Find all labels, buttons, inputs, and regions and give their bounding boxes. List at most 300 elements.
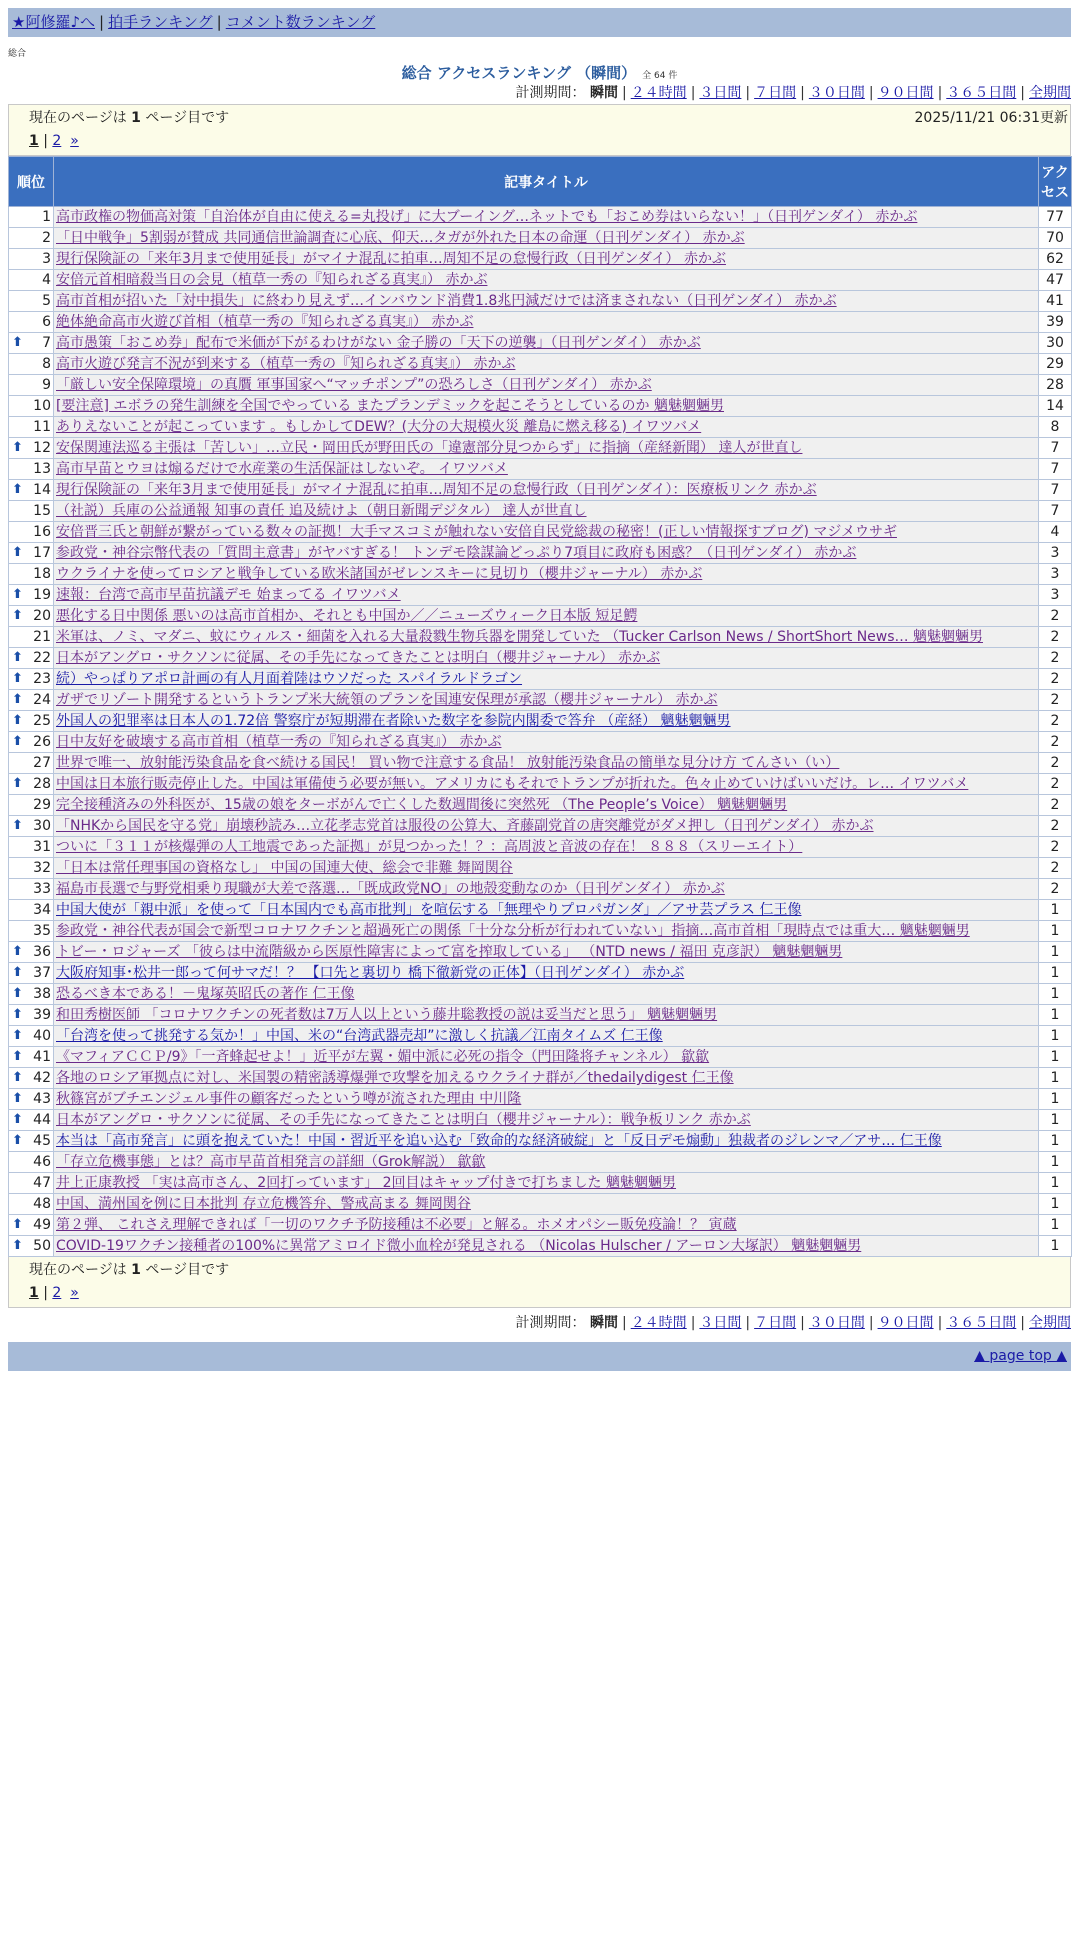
article-link[interactable]: 現行保険証の「来年3月まで使用延長」がマイナ混乱に拍車…周知不足の怠慢行政（日刊ゲンダイ） 赤かぶ	[56, 251, 726, 267]
table-row	[9, 270, 1072, 291]
pagination-box-bottom	[8, 1257, 1071, 1308]
pager-page-1[interactable]: 1	[29, 1285, 39, 1301]
rank-cell	[9, 396, 54, 417]
period-separator: |	[868, 85, 874, 101]
article-link[interactable]: 井上正康教授 「実は高市さん、2回打っています」 2回目はキャップ付きで打ちました 魑魅魍魎男	[56, 1175, 677, 1191]
period-separator: |	[868, 1315, 874, 1331]
article-link[interactable]: 中国、満州国を例に日本批判 存立危機答弁、警戒高まる 舞岡関谷	[56, 1196, 471, 1212]
table-row	[9, 501, 1072, 522]
table-row	[9, 1236, 1072, 1257]
period-link[interactable]: ３０日間	[808, 85, 865, 101]
article-link[interactable]: 高市政権の物価高対策「自治体が自由に使える=丸投げ」に大ブーイング…ネットでも「おこめ券はいらない！」（日刊ゲンダイ） 赤かぶ	[56, 209, 918, 225]
table-row	[9, 1026, 1072, 1047]
period-separator: |	[800, 85, 805, 101]
rank-number: 8	[42, 356, 51, 372]
period-separator: |	[745, 1315, 751, 1331]
pager: 1 | 2 »	[29, 133, 79, 149]
nav-separator: |	[216, 13, 222, 31]
article-link[interactable]: 参政党・神谷宗幣代表の「質問主意書」がヤバすぎる！ トンデモ陰謀論どっぷり7項目に政府も困惑？（日刊ゲンダイ） 赤かぶ	[56, 545, 857, 561]
title-cell	[54, 711, 1039, 732]
access-count: 4	[1039, 522, 1072, 543]
access-count: 29	[1039, 354, 1072, 375]
title-cell	[54, 375, 1039, 396]
period-selector-top	[8, 82, 1071, 104]
rank-number: 28	[33, 776, 51, 792]
title-cell	[54, 1215, 1039, 1236]
rank-number: 38	[33, 986, 51, 1002]
rank-cell	[9, 417, 54, 438]
up-arrow-icon: ⬆	[12, 335, 23, 350]
article-link[interactable]: 高市首相が招いた「対中損失」に終わり見えず…インバウンド消費1.8兆円減だけでは済まされない（日刊ゲンダイ） 赤かぶ	[56, 293, 837, 309]
rank-number: 30	[33, 818, 51, 834]
title-cell	[54, 921, 1039, 942]
title-cell	[54, 312, 1039, 333]
article-link[interactable]: 続）やっぱりアポロ計画の有人月面着陸はウソだった スパイラルドラゴン	[56, 671, 523, 687]
up-arrow-icon: ⬆	[12, 482, 23, 497]
period-separator: |	[800, 1315, 805, 1331]
article-link[interactable]: トビー・ロジャーズ 「彼らは中流階級から医原性障害によって富を搾取している」 （NTD news / 福田 克彦訳） 魑魅魍魎男	[56, 944, 843, 960]
rank-number: 10	[33, 398, 51, 414]
period-separator: |	[937, 85, 943, 101]
access-count: 2	[1039, 753, 1072, 774]
access-count: 2	[1039, 669, 1072, 690]
title-cell	[54, 438, 1039, 459]
table-row	[9, 1215, 1072, 1236]
article-link[interactable]: 第２弾、 これさえ理解できれば「一切のワクチ予防接種は不必要」と解る。ホメオパシー販免疫論！？ 寅蔵	[56, 1217, 737, 1233]
period-label: 計測期間：	[515, 1315, 586, 1331]
pager-next[interactable]: »	[70, 1285, 79, 1301]
article-link[interactable]: 本当は「高市発言」に頭を抱えていた！中国・習近平を追い込む「致命的な経済破綻」と「反日デモ煽動」独裁者のジレンマ／アサ… 仁王像	[56, 1133, 942, 1149]
period-link[interactable]: ３０日間	[808, 1315, 865, 1331]
table-row	[9, 921, 1072, 942]
access-count: 77	[1039, 207, 1072, 228]
access-count: 1	[1039, 1173, 1072, 1194]
article-link[interactable]: 参政党・神谷代表が国会で新型コロナワクチンと超過死亡の関係「十分な分析が行われていない」指摘…高市首相「現時点では重大… 魑魅魍魎男	[56, 923, 970, 939]
rank-number: 13	[33, 461, 51, 477]
title-cell	[54, 942, 1039, 963]
article-link[interactable]: 「日中戦争」5割弱が賛成 共同通信世論調査に心底、仰天…タガが外れた日本の命運（日刊ゲンダイ） 赤かぶ	[56, 230, 745, 246]
table-row	[9, 1194, 1072, 1215]
period-link[interactable]: ２４時間	[630, 1315, 687, 1331]
access-count: 30	[1039, 333, 1072, 354]
access-count: 1	[1039, 984, 1072, 1005]
title-cell	[54, 291, 1039, 312]
table-row	[9, 837, 1072, 858]
rank-cell	[9, 564, 54, 585]
article-link[interactable]: 完全接種済みの外科医が、15歳の娘をターボがんで亡くした数週間後に突然死 （The People’s Voice） 魑魅魍魎男	[56, 797, 788, 813]
ranking-title: 総合 アクセスランキング （瞬間）	[401, 64, 637, 82]
page-top-link[interactable]: ▲ page top ▲	[974, 1348, 1067, 1364]
rank-number: 2	[42, 230, 51, 246]
column-header-rank: 順位	[9, 157, 54, 207]
title-cell	[54, 543, 1039, 564]
title-cell	[54, 732, 1039, 753]
access-count: 7	[1039, 459, 1072, 480]
title-cell	[54, 417, 1039, 438]
table-row	[9, 753, 1072, 774]
rank-number: 48	[33, 1196, 51, 1212]
up-arrow-icon: ⬆	[12, 986, 23, 1001]
access-count: 70	[1039, 228, 1072, 249]
period-separator: |	[690, 1315, 696, 1331]
rank-cell	[9, 543, 54, 564]
rank-cell	[9, 774, 54, 795]
up-arrow-icon: ⬆	[12, 1217, 23, 1232]
clap-ranking-link[interactable]: 拍手ランキング	[108, 13, 213, 31]
rank-number: 34	[33, 902, 51, 918]
rank-cell	[9, 312, 54, 333]
article-link[interactable]: 大阪府知事･松井一郎って何サマだ！？ 【口先と裏切り 橋下徹新党の正体】（日刊ゲンダイ） 赤かぶ	[56, 965, 685, 981]
table-row	[9, 207, 1072, 228]
pagination-box-top	[8, 104, 1071, 156]
title-cell	[54, 1047, 1039, 1068]
rank-cell	[9, 648, 54, 669]
nav-separator: |	[99, 13, 105, 31]
access-count: 1	[1039, 963, 1072, 984]
table-row	[9, 543, 1072, 564]
title-cell	[54, 606, 1039, 627]
title-cell	[54, 522, 1039, 543]
rank-number: 44	[33, 1112, 51, 1128]
article-link[interactable]: 日本がアングロ・サクソンに従属、その手先になってきたことは明白（櫻井ジャーナル）：戦争板リンク 赤かぶ	[56, 1112, 751, 1128]
rank-number: 47	[33, 1175, 51, 1191]
table-row	[9, 459, 1072, 480]
table-row	[9, 1110, 1072, 1131]
page-title	[8, 62, 1071, 82]
rank-number: 1	[42, 209, 51, 225]
article-link[interactable]: ガザでリゾート開発するというトランプ米大統領のプランを国連安保理が承認（櫻井ジャーナル） 赤かぶ	[56, 692, 718, 708]
article-link[interactable]: （社説）兵庫の公益通報 知事の責任 追及続けよ（朝日新聞デジタル） 達人が世直し	[56, 503, 587, 519]
title-cell	[54, 690, 1039, 711]
access-count: 2	[1039, 627, 1072, 648]
rank-cell	[9, 207, 54, 228]
rank-cell	[9, 1236, 54, 1257]
title-cell	[54, 627, 1039, 648]
access-count: 1	[1039, 1215, 1072, 1236]
title-cell	[54, 228, 1039, 249]
title-cell	[54, 669, 1039, 690]
rank-number: 4	[42, 272, 51, 288]
rank-cell	[9, 1026, 54, 1047]
article-link[interactable]: 日中友好を破壊する高市首相（植草一秀の『知られざる真実』） 赤かぶ	[56, 734, 502, 750]
rank-number: 45	[33, 1133, 51, 1149]
article-link[interactable]: 外国人の犯罪率は日本人の1.72倍 警察庁が短期滞在者除いた数字を参院内閣委で答弁 （産経） 魑魅魍魎男	[56, 713, 731, 729]
access-count: 2	[1039, 816, 1072, 837]
table-row	[9, 228, 1072, 249]
rank-cell	[9, 711, 54, 732]
table-row	[9, 1152, 1072, 1173]
home-link[interactable]: ★阿修羅♪へ	[12, 13, 96, 31]
access-count: 7	[1039, 438, 1072, 459]
article-link[interactable]: 中国大使が「親中派」を使って「日本国内でも高市批判」を喧伝する「無理やりプロパガンダ」／アサ芸プラス 仁王像	[56, 902, 802, 918]
up-arrow-icon: ⬆	[12, 650, 23, 665]
rank-cell	[9, 480, 54, 501]
rank-number: 5	[42, 293, 51, 309]
category-small-label: 総合	[8, 49, 27, 59]
article-link[interactable]: 中国は日本旅行販売停止した。中国は軍備使う必要が無い。アメリカにもそれでトランプが折れた。色々止めていけばいいだけ。レ… イワツバメ	[56, 776, 969, 792]
rank-cell	[9, 228, 54, 249]
article-link[interactable]: 「台湾を使って挑発する気か！」中国、米の“台湾武器売却”に激しく抗議／江南タイムズ 仁王像	[56, 1028, 663, 1044]
up-arrow-icon: ⬆	[12, 671, 23, 686]
period-link[interactable]: ３６５日間	[946, 85, 1017, 101]
table-row	[9, 396, 1072, 417]
pager-next[interactable]: »	[70, 133, 79, 149]
table-row	[9, 816, 1072, 837]
rank-cell	[9, 879, 54, 900]
rank-number: 26	[33, 734, 51, 750]
period-separator: |	[1020, 1315, 1025, 1331]
up-arrow-icon: ⬆	[12, 734, 23, 749]
period-selector-bottom	[8, 1312, 1071, 1334]
title-cell	[54, 354, 1039, 375]
article-link[interactable]: 高市愚策「おこめ券」配布で米価が下がるわけがない 金子勝の「天下の逆襲」（日刊ゲンダイ） 赤かぶ	[56, 335, 701, 351]
period-link[interactable]: 全期間	[1029, 85, 1071, 101]
rank-number: 49	[33, 1217, 51, 1233]
period-link[interactable]: ３日間	[699, 1315, 742, 1331]
access-count: 2	[1039, 879, 1072, 900]
period-link[interactable]: 全期間	[1029, 1315, 1071, 1331]
period-link[interactable]: ７日間	[754, 1315, 797, 1331]
article-link[interactable]: ついに「３１１が核爆弾の人工地震であった証拠」が見つかった！？：高周波と音波の存在！ ８８８（スリーエイト）	[56, 839, 803, 855]
up-arrow-icon: ⬆	[12, 1133, 23, 1148]
title-cell	[54, 1152, 1039, 1173]
table-row	[9, 564, 1072, 585]
period-separator: |	[1020, 85, 1025, 101]
article-link[interactable]: 高市早苗とウヨは煽るだけで水産業の生活保証はしないぞ。 イワツバメ	[56, 461, 508, 477]
article-link[interactable]: 絶体絶命高市火遊び首相（植草一秀の『知られざる真実』） 赤かぶ	[56, 314, 474, 330]
title-cell	[54, 480, 1039, 501]
up-arrow-icon: ⬆	[12, 1028, 23, 1043]
rank-cell	[9, 459, 54, 480]
top-nav-bar	[8, 8, 1071, 37]
access-count: 1	[1039, 1089, 1072, 1110]
period-current: 瞬間	[589, 1315, 618, 1331]
article-link[interactable]: 高市火遊び発言不況が到来する（植草一秀の『知られざる真実』） 赤かぶ	[56, 356, 516, 372]
title-cell	[54, 1005, 1039, 1026]
period-link[interactable]: ３日間	[699, 85, 742, 101]
title-cell	[54, 816, 1039, 837]
rank-number: 14	[33, 482, 51, 498]
pager-page-2[interactable]: 2	[52, 133, 62, 149]
article-link[interactable]: 《マフィアＣＣＰ/9》「一斉蜂起せよ！」近平が左翼・媚中派に必死の指令（門田隆将チャンネル） 歙歙	[56, 1049, 710, 1065]
rank-number: 42	[33, 1070, 51, 1086]
rank-number: 33	[33, 881, 51, 897]
rank-number: 35	[33, 923, 51, 939]
up-arrow-icon: ⬆	[12, 944, 23, 959]
article-link[interactable]: ありえないことが起こっています 。もしかしてDEW？(大分の大規模火災 離島に燃え移る) イワツバメ	[56, 419, 702, 435]
article-link[interactable]: COVID-19ワクチン接種者の100%に異常アミロイド微小血栓が発見される （Nicolas Hulscher / アーロン大塚訳） 魑魅魍魎男	[56, 1238, 862, 1254]
article-link[interactable]: 各地のロシア軍拠点に対し、米国製の精密誘導爆弾で攻撃を加えるウクライナ群が／thedailydigest 仁王像	[56, 1070, 734, 1086]
rank-cell	[9, 837, 54, 858]
up-arrow-icon: ⬆	[12, 713, 23, 728]
table-row	[9, 312, 1072, 333]
title-cell	[54, 1068, 1039, 1089]
access-count: 7	[1039, 480, 1072, 501]
up-arrow-icon: ⬆	[12, 1007, 23, 1022]
table-row	[9, 1131, 1072, 1152]
article-link[interactable]: 「NHKから国民を守る党」崩壊秒読み…立花孝志党首は服役の公算大、斉藤副党首の唐突離党がダメ押し（日刊ゲンダイ） 赤かぶ	[56, 818, 874, 834]
rank-number: 32	[33, 860, 51, 876]
access-count: 14	[1039, 396, 1072, 417]
title-cell	[54, 648, 1039, 669]
article-link[interactable]: 世界で唯一、放射能汚染食品を食べ続ける国民！ 買い物で注意する食品！ 放射能汚染食品の簡単な見分け方 てんさい（い）	[56, 755, 840, 771]
table-row	[9, 732, 1072, 753]
ranking-table	[8, 156, 1072, 1257]
up-arrow-icon: ⬆	[12, 692, 23, 707]
pager-page-1[interactable]: 1	[29, 133, 39, 149]
access-count: 3	[1039, 543, 1072, 564]
access-count: 1	[1039, 1131, 1072, 1152]
up-arrow-icon: ⬆	[12, 1238, 23, 1253]
title-cell	[54, 1110, 1039, 1131]
access-count: 1	[1039, 1236, 1072, 1257]
rank-cell	[9, 753, 54, 774]
rank-cell	[9, 249, 54, 270]
rank-cell	[9, 732, 54, 753]
table-row	[9, 669, 1072, 690]
article-link[interactable]: 秋篠宮がブチエンジェル事件の顧客だったという噂が流された理由 中川隆	[56, 1091, 522, 1107]
article-link[interactable]: 安保関連法巡る主張は「苦しい」…立民・岡田氏が野田氏の「違憲部分見つからず」に指摘（産経新聞） 達人が世直し	[56, 440, 803, 456]
article-link[interactable]: 安倍元首相暗殺当日の会見（植草一秀の『知られざる真実』） 赤かぶ	[56, 272, 488, 288]
rank-number: 15	[33, 503, 51, 519]
access-count: 2	[1039, 774, 1072, 795]
table-row	[9, 249, 1072, 270]
table-row	[9, 900, 1072, 921]
title-cell	[54, 900, 1039, 921]
article-link[interactable]: 「日本は常任理事国の資格なし」 中国の国連大使、総会で非難 舞岡関谷	[56, 860, 513, 876]
table-row	[9, 522, 1072, 543]
access-count: 1	[1039, 1005, 1072, 1026]
rank-number: 16	[33, 524, 51, 540]
title-cell	[54, 1026, 1039, 1047]
access-count: 2	[1039, 690, 1072, 711]
rank-cell	[9, 1194, 54, 1215]
access-count: 1	[1039, 1110, 1072, 1131]
up-arrow-icon: ⬆	[12, 545, 23, 560]
rank-cell	[9, 984, 54, 1005]
rank-cell	[9, 669, 54, 690]
rank-cell	[9, 585, 54, 606]
bottom-bar	[8, 1342, 1071, 1371]
title-cell	[54, 1236, 1039, 1257]
up-arrow-icon: ⬆	[12, 1049, 23, 1064]
rank-cell	[9, 1005, 54, 1026]
up-arrow-icon: ⬆	[12, 776, 23, 791]
access-count: 1	[1039, 1068, 1072, 1089]
title-cell	[54, 501, 1039, 522]
article-link[interactable]: 「存立危機事態」とは？高市早苗首相発言の詳細（Grok解説） 歙歙	[56, 1154, 486, 1170]
article-link[interactable]: 悪化する日中関係 悪いのは高市首相か、それとも中国か／／ニューズウィーク日本版 短足鰐	[56, 608, 638, 624]
rank-number: 17	[33, 545, 51, 561]
access-count: 1	[1039, 1152, 1072, 1173]
access-count: 3	[1039, 564, 1072, 585]
rank-cell	[9, 921, 54, 942]
access-count: 7	[1039, 501, 1072, 522]
title-cell	[54, 1194, 1039, 1215]
title-cell	[54, 837, 1039, 858]
rank-number: 21	[33, 629, 51, 645]
current-page-text: 現在のページは 1 ページ目です	[29, 110, 230, 126]
period-link[interactable]: ３６５日間	[946, 1315, 1017, 1331]
rank-number: 20	[33, 608, 51, 624]
table-row	[9, 879, 1072, 900]
access-count: 1	[1039, 1194, 1072, 1215]
title-cell	[54, 858, 1039, 879]
article-link[interactable]: 福島市長選で与野党相乗り現職が大差で落選…「既成政党NO」の地殻変動なのか（日刊ゲンダイ） 赤かぶ	[56, 881, 725, 897]
table-row	[9, 648, 1072, 669]
table-row	[9, 480, 1072, 501]
column-header-access: アクセス	[1039, 157, 1072, 207]
rank-cell	[9, 1047, 54, 1068]
rank-number: 37	[33, 965, 51, 981]
article-link[interactable]: 速報：台湾で高市早苗抗議デモ 始まってる イワツバメ	[56, 587, 401, 603]
article-link[interactable]: 現行保険証の「来年3月まで使用延長」がマイナ混乱に拍車…周知不足の怠慢行政（日刊ゲンダイ）：医療板リンク 赤かぶ	[56, 482, 817, 498]
rank-number: 50	[33, 1238, 51, 1254]
period-separator: |	[621, 1315, 627, 1331]
period-link[interactable]: ７日間	[754, 85, 797, 101]
rank-cell	[9, 522, 54, 543]
article-link[interactable]: 安倍晋三氏と朝鮮が繋がっている数々の証拠！大手マスコミが触れない安倍自民党総裁の秘密！(正しい情報探すブログ) マジメウサギ	[56, 524, 897, 540]
article-link[interactable]: 米軍は、ノミ、マダニ、蚊にウィルス・細菌を入れる大量殺戮生物兵器を開発していた （Tucker Carlson News / ShortShort News… 魑魅魍魎男	[56, 629, 983, 645]
article-link[interactable]: [要注意] エボラの発生訓練を全国でやっている またプランデミックを起こそうとしているのか 魑魅魍魎男	[56, 398, 724, 414]
rank-number: 19	[33, 587, 51, 603]
rank-number: 24	[33, 692, 51, 708]
period-label: 計測期間：	[515, 85, 586, 101]
title-cell	[54, 396, 1039, 417]
period-link[interactable]: ２４時間	[630, 85, 687, 101]
rank-cell	[9, 501, 54, 522]
total-count: 全 64 件	[642, 71, 678, 81]
title-cell	[54, 249, 1039, 270]
article-link[interactable]: ウクライナを使ってロシアと戦争している欧米諸国がゼレンスキーに見切り（櫻井ジャーナル） 赤かぶ	[56, 566, 703, 582]
table-row	[9, 795, 1072, 816]
table-row	[9, 963, 1072, 984]
table-row	[9, 291, 1072, 312]
article-link[interactable]: 恐るべき本である！－鬼塚英昭氏の著作 仁王像	[56, 986, 355, 1002]
rank-number: 43	[33, 1091, 51, 1107]
rank-number: 31	[33, 839, 51, 855]
up-arrow-icon: ⬆	[12, 818, 23, 833]
article-link[interactable]: 和田秀樹医師 「コロナワクチンの死者数は7万人以上という藤井聡教授の説は妥当だと思う」 魑魅魍魎男	[56, 1007, 718, 1023]
rank-cell	[9, 1068, 54, 1089]
rank-cell	[9, 291, 54, 312]
table-row	[9, 711, 1072, 732]
access-count: 8	[1039, 417, 1072, 438]
pager-page-2[interactable]: 2	[52, 1285, 62, 1301]
rank-cell	[9, 942, 54, 963]
period-link[interactable]: ９０日間	[877, 1315, 934, 1331]
title-cell	[54, 459, 1039, 480]
table-row	[9, 585, 1072, 606]
title-cell	[54, 879, 1039, 900]
rank-cell	[9, 1131, 54, 1152]
access-count: 47	[1039, 270, 1072, 291]
period-separator: |	[745, 85, 751, 101]
rank-cell	[9, 1173, 54, 1194]
title-cell	[54, 963, 1039, 984]
up-arrow-icon: ⬆	[12, 965, 23, 980]
article-link[interactable]: 「厳しい安全保障環境」の真贋 軍事国家へ“マッチポンプ”の恐ろしさ（日刊ゲンダイ） 赤かぶ	[56, 377, 652, 393]
table-row	[9, 1047, 1072, 1068]
access-count: 2	[1039, 711, 1072, 732]
rank-number: 9	[42, 377, 51, 393]
column-header-title: 記事タイトル	[54, 157, 1039, 207]
updated-timestamp: 2025/11/21 06:31更新	[914, 110, 1068, 126]
article-link[interactable]: 日本がアングロ・サクソンに従属、その手先になってきたことは明白（櫻井ジャーナル） 赤かぶ	[56, 650, 661, 666]
period-current: 瞬間	[589, 85, 618, 101]
comment-ranking-link[interactable]: コメント数ランキング	[225, 13, 376, 31]
period-link[interactable]: ９０日間	[877, 85, 934, 101]
